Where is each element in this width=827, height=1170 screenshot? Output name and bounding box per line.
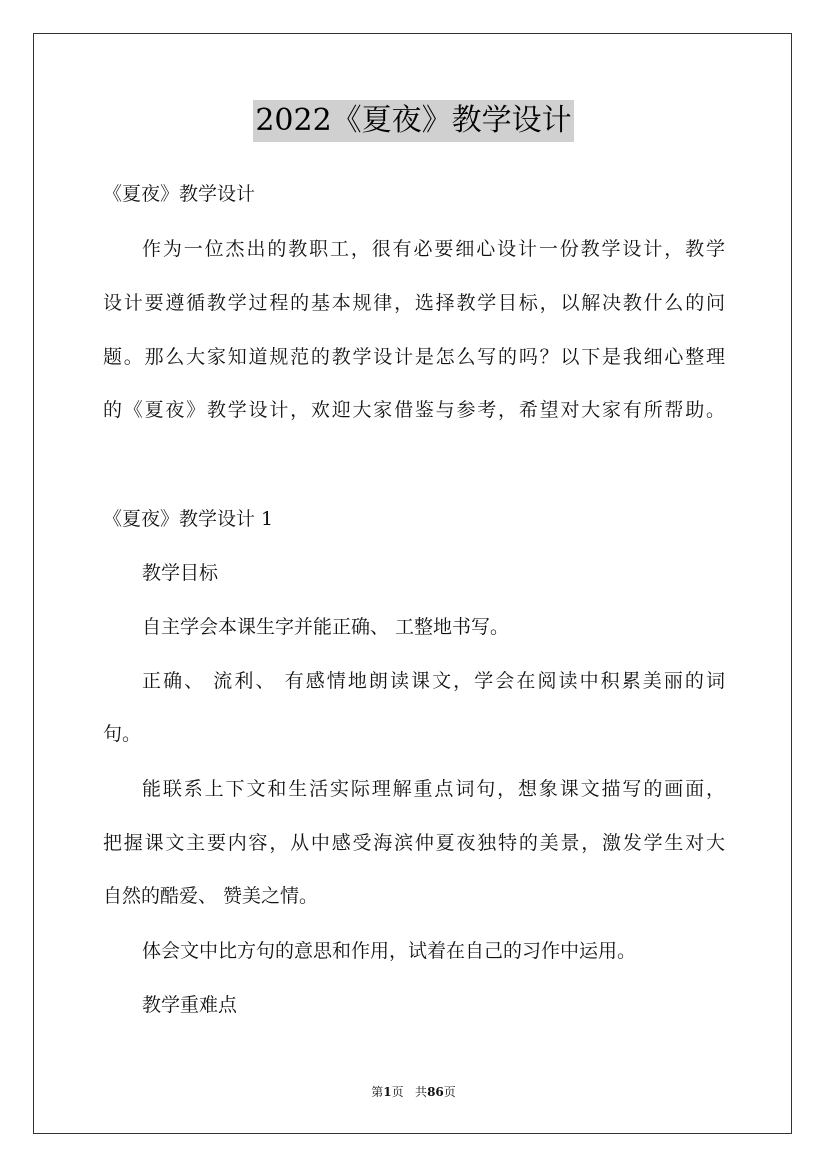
- difficulty-heading: 教学重难点: [142, 994, 238, 1016]
- intro-line-2: 设计要遵循教学过程的基本规律，选择教学目标，以解决教什么的问: [103, 292, 725, 314]
- goal-3-line-3: 自然的酷爱、 赞美之情。: [103, 885, 319, 907]
- goal-2-line-1: 正确、 流利、 有感情地朗读课文，学会在阅读中积累美丽的词: [142, 670, 725, 692]
- page-label-suffix: 页: [391, 1085, 404, 1099]
- goal-4: 体会文中比方句的意思和作用，试着在自己的习作中运用。: [142, 940, 637, 962]
- document-title: 2022《夏夜》教学设计: [253, 100, 573, 142]
- title-wrap: [0, 100, 827, 142]
- goal-3-line-2: 把握课文主要内容，从中感受海滨仲夏夜独特的美景，激发学生对大: [103, 832, 725, 854]
- total-suffix: 页: [443, 1085, 456, 1099]
- section-heading: 《夏夜》教学设计 1: [103, 508, 274, 530]
- intro-line-3: 题。那么大家知道规范的教学设计是怎么写的吗？以下是我细心整理: [103, 346, 725, 368]
- subtitle: 《夏夜》教学设计: [103, 183, 256, 205]
- total-prefix: 共: [415, 1085, 428, 1099]
- intro-line-4: 的《夏夜》教学设计，欢迎大家借鉴与参考，希望对大家有所帮助。: [103, 399, 725, 421]
- intro-line-1: 作为一位杰出的教职工，很有必要细心设计一份教学设计，教学: [142, 238, 725, 260]
- goal-2-line-2: 句。: [103, 723, 142, 745]
- page-number: 1: [383, 1085, 392, 1099]
- page-footer: [0, 1083, 827, 1100]
- goal-1: 自主学会本课生字并能正确、 工整地书写。: [142, 616, 510, 638]
- goal-3-line-1: 能联系上下文和生活实际理解重点词句，想象课文描写的画面，: [142, 778, 725, 800]
- goals-heading: 教学目标: [142, 562, 219, 584]
- page-label-prefix: 第: [371, 1085, 384, 1099]
- total-pages: 86: [427, 1085, 444, 1099]
